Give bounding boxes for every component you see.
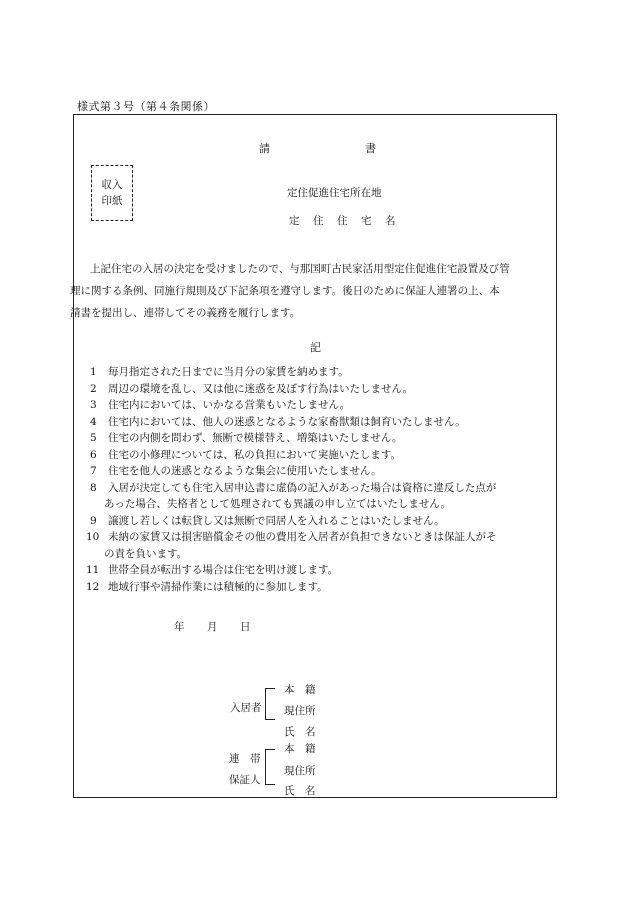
clause-item: 7 住宅を他人の迷惑となるような集会に使用いたしません。 xyxy=(90,465,382,477)
form-number: 様式第３号（第４条関係） xyxy=(77,100,215,113)
name-label-char: 住 xyxy=(313,215,324,227)
guarantor-bracket xyxy=(265,749,275,785)
resident-field-name: 氏 名 xyxy=(284,726,316,738)
name-label-char: 名 xyxy=(385,215,396,227)
clause-item: 1 毎月指定された日までに当月分の家賃を納めます。 xyxy=(90,366,349,378)
clause-item: 9 譲渡し若しくは転貸し又は無断で同居人を入れることはいたしません。 xyxy=(90,514,445,527)
title-char-right: 書 xyxy=(365,142,376,155)
resident-field-domicile: 本 籍 xyxy=(284,684,316,696)
resident-field-address: 現住所 xyxy=(284,705,316,717)
guarantor-label-line1: 連 帯 xyxy=(229,753,261,765)
body-line: 上記住宅の入居の決定を受けましたので、与那国町古民家活用型定住促進住宅設置及び管 xyxy=(90,263,510,275)
stamp-label-line2: 印紙 xyxy=(101,195,123,207)
clause-item: 8 入居が決定しても住宅入居申込書に虚偽の記入があった場合は資格に違反した点が あった場合、失格者として処理されても異議の申し立てはいたしません。 xyxy=(90,481,497,510)
title-char-left: 請 xyxy=(259,142,270,155)
date-day: 日 xyxy=(240,621,251,633)
body-line: 理に関する条例、同施行規則及び下記条項を遵守します。後日のために保証人連署の上、本 xyxy=(70,285,500,297)
guarantor-field-domicile: 本 籍 xyxy=(284,743,316,755)
name-label-char: 定 xyxy=(289,215,300,227)
guarantor-field-address: 現住所 xyxy=(284,765,316,777)
address-label: 定住促進住宅所在地 xyxy=(287,187,382,199)
body-line: 請書を提出し、連帯してその義務を履行します。 xyxy=(70,307,301,319)
guarantor-label-line2: 保証人 xyxy=(229,774,261,786)
date-month: 月 xyxy=(207,621,218,633)
name-label-char: 宅 xyxy=(361,215,372,227)
name-label-char: 住 xyxy=(337,215,348,227)
clause-item: 11 世帯全員が転出する場合は住宅を明け渡します。 xyxy=(86,564,339,576)
stamp-label-line1: 収入 xyxy=(101,179,123,191)
clause-item: 4 住宅内においては、他人の迷惑となるような家畜獣類は飼育いたしません。 xyxy=(90,415,466,428)
clause-item: 6 住宅の小修理については、私の負担において実施いたします。 xyxy=(90,448,401,461)
clause-item: 2 周辺の環境を乱し、又は他に迷惑を及ぼす行為はいたしません。 xyxy=(90,382,414,395)
document-title xyxy=(73,140,557,154)
guarantor-field-name: 氏 名 xyxy=(284,785,316,797)
clause-list xyxy=(86,364,558,595)
clause-item: 12 地域行事や清掃作業には積極的に参加します。 xyxy=(86,580,328,593)
revenue-stamp-box xyxy=(91,165,133,221)
clause-item: 3 住宅内においては、いかなる営業もいたしません。 xyxy=(90,399,351,411)
date-year: 年 xyxy=(174,621,185,633)
clause-item: 10 未納の家賃又は損害賠償金その他の費用を入居者が負担できないときは保証人がそ の責を負います。 xyxy=(86,531,497,560)
ki-heading: 記 xyxy=(310,341,321,354)
pledge-body xyxy=(70,258,548,324)
clause-item: 5 住宅の内側を問わず、無断で模様替え、増築はいたしません。 xyxy=(90,432,403,444)
resident-label: 入居者 xyxy=(230,702,262,714)
resident-bracket xyxy=(265,688,275,720)
